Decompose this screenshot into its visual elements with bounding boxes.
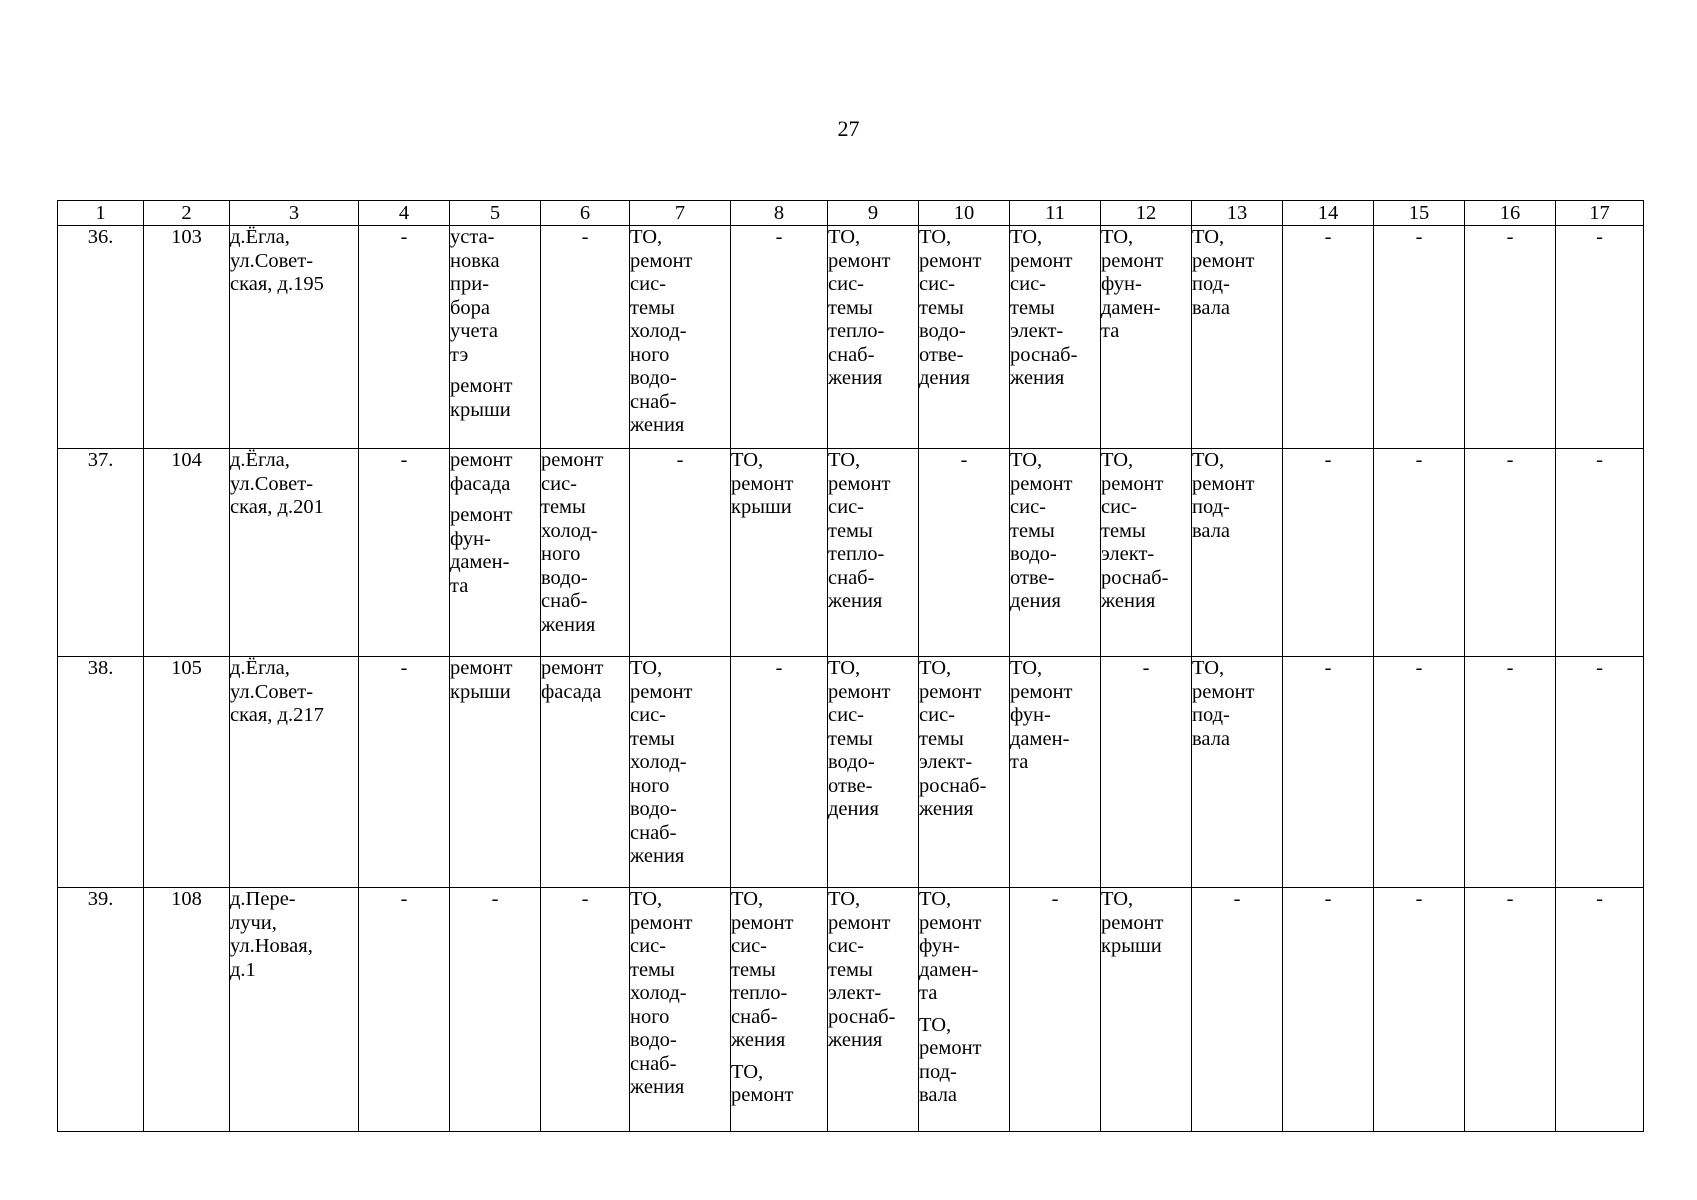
work-line: ремонт xyxy=(828,249,891,272)
column-number: 2 xyxy=(144,201,230,226)
work-line: ремонт xyxy=(919,911,982,934)
address-line: д.Ёгла, xyxy=(230,449,290,471)
column-number: 4 xyxy=(359,201,450,226)
work-entry xyxy=(828,888,918,1053)
empty-cell: - xyxy=(1283,449,1374,657)
empty-cell: - xyxy=(1374,657,1465,888)
empty-cell: - xyxy=(1283,226,1374,449)
column-number: 12 xyxy=(1101,201,1192,226)
work-line: дамен- xyxy=(919,958,979,981)
page-number: 27 xyxy=(837,116,860,141)
work-line: ТО, xyxy=(828,449,861,471)
work-entry xyxy=(450,504,540,598)
work-cell xyxy=(828,657,919,888)
work-line: сис- xyxy=(828,496,864,518)
work-line: снаб- xyxy=(828,343,875,366)
work-line: роснаб- xyxy=(1010,343,1078,366)
work-cell xyxy=(919,888,1010,1132)
work-line: ТО, xyxy=(919,1013,952,1036)
work-line: ТО, xyxy=(919,226,952,248)
work-line: ремонт xyxy=(731,911,794,934)
empty-cell: - xyxy=(359,226,450,449)
work-line: крыши xyxy=(450,680,511,703)
work-line: тэ xyxy=(450,343,469,366)
work-line: та xyxy=(1010,751,1029,773)
work-line: фун- xyxy=(919,935,960,957)
work-cell xyxy=(828,888,919,1132)
work-line: снаб- xyxy=(630,1052,677,1075)
work-line: сис- xyxy=(1010,273,1046,295)
work-line: ремонт xyxy=(919,1037,982,1059)
empty-cell: - xyxy=(1283,657,1374,888)
work-line: снаб- xyxy=(828,566,875,589)
work-line: под- xyxy=(1192,496,1230,518)
work-entry xyxy=(919,657,1009,822)
work-line: роснаб- xyxy=(828,1005,896,1028)
work-cell xyxy=(1192,226,1283,449)
work-line: элект- xyxy=(828,982,882,1004)
work-line: снаб- xyxy=(541,590,588,612)
work-line: холод- xyxy=(630,320,687,342)
column-number: 17 xyxy=(1556,201,1644,226)
work-line: сис- xyxy=(731,935,767,957)
work-entry xyxy=(1192,449,1282,543)
work-line: при- xyxy=(450,273,490,295)
work-line: учета xyxy=(450,320,498,342)
work-line: отве- xyxy=(1010,566,1055,589)
work-line: сис- xyxy=(630,273,666,295)
work-line: ремонт xyxy=(1192,249,1255,272)
work-entry xyxy=(828,226,918,391)
work-line: дения xyxy=(919,367,970,389)
work-line: дения xyxy=(1010,590,1061,612)
work-line: ремонт xyxy=(630,249,693,272)
work-line: ремонт xyxy=(828,680,891,703)
work-line: крыши xyxy=(1101,935,1162,957)
work-line: сис- xyxy=(630,935,666,957)
work-line: ремонт xyxy=(630,680,693,703)
work-line: тепло- xyxy=(828,320,885,342)
empty-cell: - xyxy=(1374,449,1465,657)
work-cell xyxy=(828,226,919,449)
work-line: та xyxy=(450,574,469,597)
work-line: ТО, xyxy=(919,657,952,679)
work-line: ТО, xyxy=(1101,888,1134,910)
work-cell xyxy=(828,449,919,657)
empty-cell: - xyxy=(1556,226,1644,449)
empty-cell: - xyxy=(1010,888,1101,1132)
work-line: водо- xyxy=(919,320,966,342)
work-line: сис- xyxy=(541,472,577,495)
work-line: ТО, xyxy=(630,657,663,679)
work-line: дамен- xyxy=(450,551,510,573)
work-entry xyxy=(1010,226,1100,391)
work-line: жения xyxy=(541,613,596,636)
table-row xyxy=(58,449,1644,657)
work-entry xyxy=(450,226,540,367)
work-line: ТО, xyxy=(1192,657,1225,679)
work-line: та xyxy=(1101,320,1120,342)
work-line: ТО, xyxy=(731,449,764,471)
work-entry xyxy=(919,888,1009,1006)
work-entry xyxy=(450,375,540,422)
work-line: жения xyxy=(630,414,685,436)
row-number: 36. xyxy=(58,226,144,449)
address-line: ул.Совет- xyxy=(230,249,314,272)
work-line: ного xyxy=(630,1005,670,1028)
work-line: роснаб- xyxy=(1101,566,1169,589)
work-line: холод- xyxy=(541,519,598,542)
address-line: д.Ёгла, xyxy=(230,226,290,248)
work-line: холод- xyxy=(630,982,687,1004)
empty-cell: - xyxy=(1192,888,1283,1132)
work-cell xyxy=(1192,449,1283,657)
work-cell xyxy=(1010,226,1101,449)
work-line: дения xyxy=(828,798,879,820)
work-line: ремонт xyxy=(450,504,513,526)
work-cell xyxy=(630,888,731,1132)
work-line: дамен- xyxy=(1101,296,1161,319)
work-line: фун- xyxy=(1101,273,1142,295)
row-number: 37. xyxy=(58,449,144,657)
address-line: лучи, xyxy=(230,911,277,934)
empty-cell: - xyxy=(1374,226,1465,449)
table-row xyxy=(58,657,1644,888)
column-number: 16 xyxy=(1465,201,1556,226)
work-cell xyxy=(1101,449,1192,657)
work-cell xyxy=(1010,657,1101,888)
work-line: жения xyxy=(1010,367,1065,389)
work-line: отве- xyxy=(828,774,873,797)
work-entry xyxy=(1192,226,1282,320)
column-number: 6 xyxy=(541,201,630,226)
empty-cell: - xyxy=(450,888,541,1132)
work-line: та xyxy=(919,982,938,1004)
work-line: жения xyxy=(1101,590,1156,612)
work-line: ТО, xyxy=(630,888,663,910)
row-number: 39. xyxy=(58,888,144,1132)
address-line: ул.Совет- xyxy=(230,472,314,495)
work-line: снаб- xyxy=(630,821,677,844)
work-line: ТО, xyxy=(1192,226,1225,248)
work-cell xyxy=(1101,226,1192,449)
work-line: ТО, xyxy=(828,657,861,679)
empty-cell: - xyxy=(1465,226,1556,449)
address-line: д.Ёгла, xyxy=(230,657,290,679)
work-line: ТО, xyxy=(630,226,663,248)
work-line: жения xyxy=(919,798,974,820)
work-line: ТО, xyxy=(1010,449,1043,471)
work-line: темы xyxy=(919,296,964,319)
work-line: ТО, xyxy=(1010,657,1043,679)
empty-cell: - xyxy=(731,657,828,888)
address-line: ул.Совет- xyxy=(230,680,314,703)
work-entry xyxy=(919,226,1009,391)
house-code: 108 xyxy=(144,888,230,1132)
work-cell xyxy=(630,657,731,888)
column-number: 9 xyxy=(828,201,919,226)
work-cell xyxy=(1010,449,1101,657)
work-cell xyxy=(919,657,1010,888)
work-line: ТО, xyxy=(828,226,861,248)
column-number: 1 xyxy=(58,201,144,226)
column-number: 7 xyxy=(630,201,731,226)
work-line: темы xyxy=(1010,519,1055,542)
house-code: 105 xyxy=(144,657,230,888)
work-line: ТО, xyxy=(1010,226,1043,248)
work-line: уста- xyxy=(450,226,495,248)
work-entry xyxy=(1192,657,1282,751)
empty-cell: - xyxy=(630,449,731,657)
empty-cell: - xyxy=(1374,888,1465,1132)
empty-cell: - xyxy=(359,449,450,657)
work-line: водо- xyxy=(828,751,875,773)
work-line: ремонт xyxy=(541,657,604,679)
work-cell xyxy=(731,888,828,1132)
work-entry xyxy=(450,657,540,704)
work-entry xyxy=(630,657,730,869)
empty-cell: - xyxy=(1465,888,1556,1132)
work-line: темы xyxy=(828,519,873,542)
empty-cell: - xyxy=(1465,449,1556,657)
work-cell xyxy=(1192,657,1283,888)
address-line: д.1 xyxy=(230,958,256,981)
work-line: сис- xyxy=(919,704,955,726)
row-number: 38. xyxy=(58,657,144,888)
work-line: снаб- xyxy=(630,390,677,413)
work-line: жения xyxy=(828,367,883,389)
work-line: роснаб- xyxy=(919,774,987,797)
work-line: ТО, xyxy=(919,888,952,910)
empty-cell: - xyxy=(1101,657,1192,888)
work-line: сис- xyxy=(630,704,666,726)
house-address xyxy=(230,449,359,657)
work-line: темы xyxy=(541,496,586,518)
work-line: ТО, xyxy=(1192,449,1225,471)
work-line: водо- xyxy=(541,566,588,589)
work-cell xyxy=(541,449,630,657)
work-line: вала xyxy=(1192,519,1231,542)
work-line: ремонт xyxy=(630,911,693,934)
work-line: тепло- xyxy=(828,543,885,565)
work-line: бора xyxy=(450,296,491,319)
work-line: ремонт xyxy=(731,1084,794,1106)
address-line: д.Пере- xyxy=(230,888,296,910)
work-line: тепло- xyxy=(731,982,788,1004)
table-row xyxy=(58,888,1644,1132)
work-entry xyxy=(828,449,918,614)
work-line: фасада xyxy=(541,680,602,703)
work-line: ного xyxy=(630,343,670,366)
work-line: крыши xyxy=(450,398,511,421)
column-number: 13 xyxy=(1192,201,1283,226)
work-line: ТО, xyxy=(828,888,861,910)
work-line: жения xyxy=(828,590,883,612)
work-cell xyxy=(450,449,541,657)
work-line: ремонт xyxy=(1101,472,1164,495)
work-entry xyxy=(1101,888,1191,959)
work-line: темы xyxy=(828,958,873,981)
address-line: ская, д.217 xyxy=(230,704,324,726)
column-number-row xyxy=(58,201,1644,226)
work-line: жения xyxy=(630,1076,685,1098)
work-line: сис- xyxy=(1010,496,1046,518)
column-number: 8 xyxy=(731,201,828,226)
work-cell xyxy=(630,226,731,449)
work-line: темы xyxy=(731,958,776,981)
work-line: под- xyxy=(1192,704,1230,726)
empty-cell: - xyxy=(1556,657,1644,888)
work-entry xyxy=(630,888,730,1100)
work-line: водо- xyxy=(630,367,677,389)
work-entry xyxy=(731,888,827,1053)
work-line: сис- xyxy=(828,704,864,726)
work-line: ремонт xyxy=(450,657,513,679)
empty-cell: - xyxy=(1283,888,1374,1132)
work-line: ТО, xyxy=(1101,226,1134,248)
work-line: ремонт xyxy=(1010,680,1073,703)
work-line: темы xyxy=(1101,519,1146,542)
work-entry xyxy=(1101,449,1191,614)
work-cell xyxy=(450,657,541,888)
work-line: элект- xyxy=(1010,320,1064,342)
work-line: ТО, xyxy=(731,1060,764,1083)
column-number: 15 xyxy=(1374,201,1465,226)
work-line: темы xyxy=(828,296,873,319)
work-line: элект- xyxy=(1101,543,1155,565)
work-line: ного xyxy=(630,774,670,797)
work-entry xyxy=(1010,657,1100,775)
work-line: сис- xyxy=(919,273,955,295)
work-line: водо- xyxy=(1010,543,1057,565)
address-line: ская, д.195 xyxy=(230,273,324,295)
work-line: вала xyxy=(1192,296,1231,319)
work-line: водо- xyxy=(630,1029,677,1051)
work-cell xyxy=(731,449,828,657)
work-cell xyxy=(919,226,1010,449)
column-number: 10 xyxy=(919,201,1010,226)
work-entry xyxy=(919,1014,1009,1108)
work-line: темы xyxy=(828,727,873,750)
work-line: ремонт xyxy=(828,472,891,495)
work-line: жения xyxy=(828,1029,883,1051)
work-line: ремонт xyxy=(1192,680,1255,703)
address-line: ская, д.201 xyxy=(230,496,324,518)
work-line: фун- xyxy=(1010,704,1051,726)
work-line: под- xyxy=(1192,273,1230,295)
work-line: холод- xyxy=(630,751,687,773)
work-line: водо- xyxy=(630,798,677,820)
work-line: вала xyxy=(919,1084,958,1106)
work-entry xyxy=(630,226,730,438)
empty-cell: - xyxy=(1556,449,1644,657)
work-cell xyxy=(1101,888,1192,1132)
column-number: 3 xyxy=(230,201,359,226)
work-line: ремонт xyxy=(1101,249,1164,272)
empty-cell: - xyxy=(541,888,630,1132)
column-number: 14 xyxy=(1283,201,1374,226)
work-entry xyxy=(731,449,827,520)
work-line: дамен- xyxy=(1010,727,1070,750)
work-entry xyxy=(541,449,629,637)
work-line: ремонт xyxy=(1010,472,1073,495)
work-line: сис- xyxy=(828,935,864,957)
work-line: жения xyxy=(731,1029,786,1051)
work-line: снаб- xyxy=(731,1005,778,1028)
empty-cell: - xyxy=(359,888,450,1132)
work-line: сис- xyxy=(1101,496,1137,518)
work-line: ремонт xyxy=(541,449,604,471)
work-entry xyxy=(1010,449,1100,614)
work-entry xyxy=(828,657,918,822)
work-line: крыши xyxy=(731,496,792,518)
empty-cell: - xyxy=(1556,888,1644,1132)
address-line: ул.Новая, xyxy=(230,935,313,957)
work-line: под- xyxy=(919,1060,957,1083)
work-line: темы xyxy=(630,296,675,319)
work-line: ремонт xyxy=(1010,249,1073,272)
work-line: темы xyxy=(630,727,675,750)
work-line: фасада xyxy=(450,472,511,495)
work-line: вала xyxy=(1192,727,1231,750)
work-line: ремонт xyxy=(1101,911,1164,934)
work-line: ремонт xyxy=(828,911,891,934)
work-line: темы xyxy=(919,727,964,750)
work-line: ремонт xyxy=(450,375,513,397)
work-line: фун- xyxy=(450,527,491,550)
work-cell xyxy=(541,657,630,888)
house-address xyxy=(230,226,359,449)
house-code: 103 xyxy=(144,226,230,449)
work-line: ТО, xyxy=(731,888,764,910)
work-line: темы xyxy=(630,958,675,981)
column-number: 5 xyxy=(450,201,541,226)
empty-cell: - xyxy=(359,657,450,888)
work-line: ремонт xyxy=(919,680,982,703)
work-line: ремонт xyxy=(731,472,794,495)
house-address xyxy=(230,657,359,888)
repair-plan-table xyxy=(57,200,1644,1132)
work-line: элект- xyxy=(919,751,973,773)
work-line: отве- xyxy=(919,343,964,366)
empty-cell: - xyxy=(731,226,828,449)
work-line: ного xyxy=(541,543,581,565)
empty-cell: - xyxy=(919,449,1010,657)
work-line: новка xyxy=(450,249,500,272)
work-entry xyxy=(450,449,540,496)
work-line: ремонт xyxy=(919,249,982,272)
work-line: сис- xyxy=(828,273,864,295)
work-entry xyxy=(541,657,629,704)
table-row xyxy=(58,226,1644,449)
house-code: 104 xyxy=(144,449,230,657)
work-line: ремонт xyxy=(1192,472,1255,495)
empty-cell: - xyxy=(541,226,630,449)
work-cell xyxy=(450,226,541,449)
house-address xyxy=(230,888,359,1132)
work-entry xyxy=(1101,226,1191,344)
work-line: ремонт xyxy=(450,449,513,471)
work-line: темы xyxy=(1010,296,1055,319)
work-entry xyxy=(731,1061,827,1108)
column-number: 11 xyxy=(1010,201,1101,226)
empty-cell: - xyxy=(1465,657,1556,888)
work-line: жения xyxy=(630,845,685,867)
work-line: ТО, xyxy=(1101,449,1134,471)
